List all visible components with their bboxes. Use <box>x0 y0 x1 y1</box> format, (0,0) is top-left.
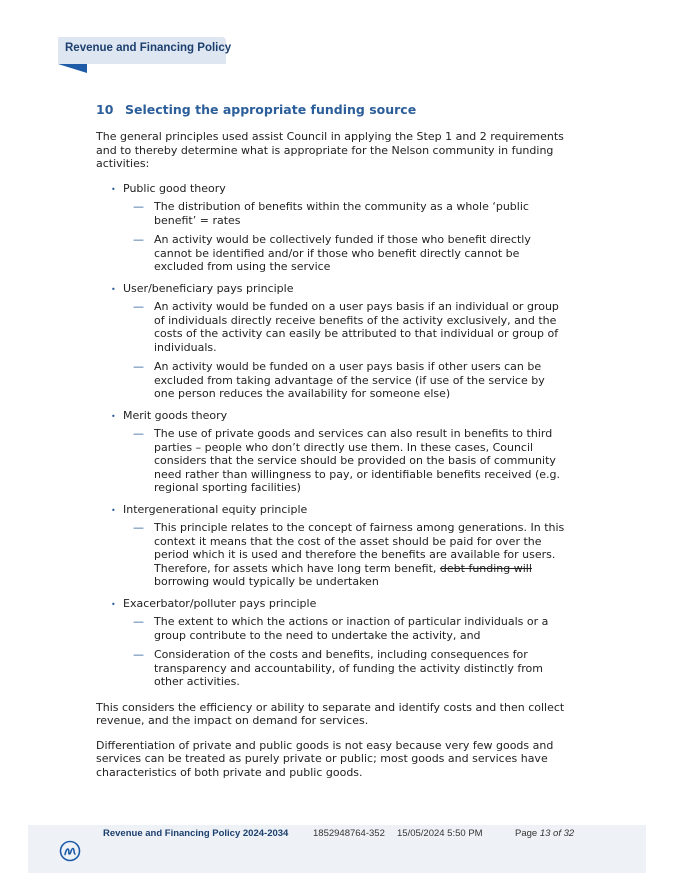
dash-icon: — <box>133 360 144 373</box>
principle-item <box>96 409 566 495</box>
header-title: Revenue and Financing Policy <box>65 42 232 54</box>
sub-point <box>123 648 566 689</box>
principle-title: User/beneficiary pays principle <box>123 281 294 295</box>
dash-icon: — <box>133 200 144 213</box>
sub-point-text <box>154 521 564 588</box>
principle-title: Intergenerational equity principle <box>123 502 308 516</box>
principle-title: Exacerbator/polluter pays principle <box>123 596 317 610</box>
sub-point-text-start: This principle relates to the concept of fairness among generations. In this context it means that the cost of the asset should be paid for over the period which it is used and therefore the benefits are available for users. Therefore, for assets which have long term benefit, <box>154 521 565 575</box>
page-label: Page <box>515 828 538 839</box>
principle-item <box>96 182 566 274</box>
principle-points <box>123 427 566 495</box>
sub-point <box>123 615 566 642</box>
page-current: 13 <box>539 828 551 839</box>
sub-point-text: The extent to which the actions or inaction of particular individuals or a group contribute to the need to undertake the activity, and <box>154 615 549 642</box>
document-body <box>96 130 566 790</box>
principle-points <box>123 200 566 274</box>
sub-point <box>123 521 566 589</box>
header-tab-marker <box>58 64 87 73</box>
sub-point-text: The distribution of benefits within the community as a whole ‘public benefit’ = rates <box>154 200 529 227</box>
page-of: of <box>553 828 561 839</box>
sub-point <box>123 360 566 401</box>
principle-points <box>123 300 566 401</box>
struck-through-text: debt funding will <box>439 561 532 575</box>
sub-point-text: An activity would be funded on a user pays basis if an individual or group of individuals directly receive benefits of the activity exclusively, and the costs of the activity can easily be attributed to that individual or group of individuals. <box>154 300 559 354</box>
footer-page-number <box>515 828 574 839</box>
bullet-icon: • <box>111 505 116 515</box>
principle-item <box>96 503 566 589</box>
sub-point-text: An activity would be collectively funded if those who benefit directly cannot be identified and/or if those who benefit directly cannot be excluded from using the service <box>154 233 531 273</box>
sub-point-text-end: borrowing would typically be undertaken <box>154 575 379 588</box>
footer-title: Revenue and Financing Policy 2024-2034 <box>103 828 289 839</box>
bullet-icon: • <box>111 184 116 194</box>
sub-point <box>123 427 566 495</box>
dash-icon: — <box>133 648 144 661</box>
principle-title: Merit goods theory <box>123 408 228 422</box>
section-heading <box>96 102 416 117</box>
footer-doc-id: 1852948764-352 <box>313 828 385 839</box>
bullet-icon: • <box>111 284 116 294</box>
page-total: 32 <box>563 828 575 839</box>
section-title: Selecting the appropriate funding source <box>125 102 417 117</box>
principle-points <box>123 615 566 689</box>
intro-paragraph: The general principles used assist Council in applying the Step 1 and 2 requirements and to thereby determine what is appropriate for the Nelson community in funding activities: <box>96 130 564 170</box>
dash-icon: — <box>133 300 144 313</box>
footer-date: 15/05/2024 5:50 PM <box>397 828 483 839</box>
principle-item <box>96 597 566 689</box>
bullet-icon: • <box>111 599 116 609</box>
sub-point-text: Consideration of the costs and benefits, including consequences for transparency and accountability, of funding the activity distinctly from other activities. <box>154 648 543 688</box>
section-number: 10 <box>96 102 114 117</box>
sub-point <box>123 300 566 354</box>
principles-list <box>96 182 566 689</box>
dash-icon: — <box>133 615 144 628</box>
sub-point <box>123 200 566 227</box>
sub-point-text: The use of private goods and services can also result in benefits to third parties – people who don’t directly use them. In these cases, Council considers that the service should be provided on the basis of community need rather than willingness to pay, or identifiable benefits received (e.g. regional sporting facilities) <box>154 427 560 494</box>
closing-paragraph: This considers the efficiency or ability to separate and identify costs and then collect revenue, and the impact on demand for services. <box>96 700 565 727</box>
nelson-logo-icon <box>59 840 81 862</box>
dash-icon: — <box>133 521 144 534</box>
sub-point <box>123 233 566 274</box>
bullet-icon: • <box>111 411 116 421</box>
principle-item <box>96 282 566 401</box>
principle-points <box>123 521 566 589</box>
dash-icon: — <box>133 427 144 440</box>
closing-paragraph: Differentiation of private and public goods is not easy because very few goods and services can be treated as purely private or public; most goods and services have characteristics of both private and public goods. <box>96 738 554 779</box>
header-tab <box>58 37 232 64</box>
sub-point-text: An activity would be funded on a user pays basis if other users can be excluded from taking advantage of the service (if use of the service by one person reduces the availability for someone else) <box>154 360 545 400</box>
page-footer <box>28 825 646 873</box>
principle-title: Public good theory <box>123 181 226 195</box>
dash-icon: — <box>133 233 144 246</box>
